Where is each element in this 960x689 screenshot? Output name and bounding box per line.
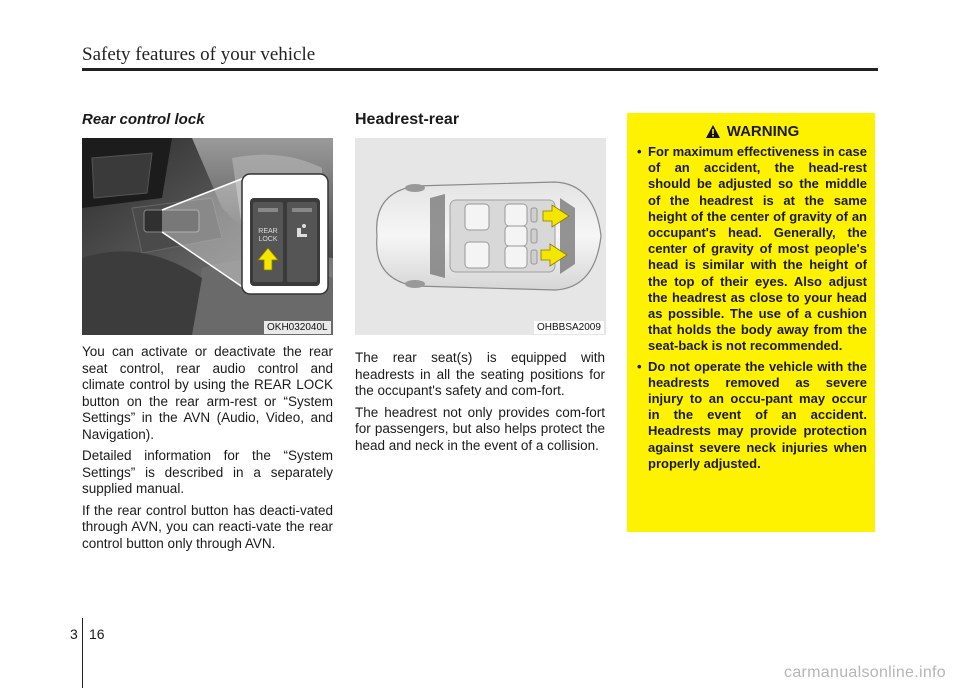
headrest-paragraph: The rear seat(s) is equipped with headrests in all the seating positions for the occupant's safety and com-fort.: [355, 350, 605, 398]
page-number: 16: [89, 626, 105, 642]
page-header-title: Safety features of your vehicle: [82, 44, 316, 65]
warning-box: [627, 113, 875, 532]
warning-list: [637, 144, 867, 472]
rear-control-lock-title: Rear control lock: [82, 111, 205, 128]
warning-item: • For maximum effectiveness in case of an accident, the head-rest should be adjusted so the middle of the headrest is at the same height of the center of gravity of an occupant's head. Generally, the center of gravity of most people's head is similar with the height of the top of their eyes. Also adjust the headrest as close to your head as possible. The use of a cushion that holds the body away from the seat-back is not recommended.: [637, 144, 867, 355]
header-rule: [82, 68, 878, 71]
warning-triangle-icon: [705, 124, 721, 139]
rear-control-lock-paragraph: If the rear control button has deacti-vated through AVN, you can reacti-vate the rear control button only through AVN.: [82, 502, 333, 551]
headrest-rear-body: [355, 350, 605, 459]
headrest-rear-title: Headrest-rear: [355, 111, 460, 128]
watermark: carmanualsonline.info: [784, 664, 946, 681]
rear-control-lock-paragraph: Detailed information for the “System Settings” is described in a separately supplied manual.: [82, 448, 333, 496]
warning-item: • Do not operate the vehicle with the headrests removed as severe injury to an occu-pant may occur in the event of an accident. Headrests may provide protection against severe neck injuries when properly adjusted.: [637, 359, 867, 472]
headrest-image-code: OHBBSA2009: [534, 321, 604, 334]
rear-control-lock-photo: [82, 138, 333, 335]
car-interior-illustration: [82, 138, 333, 335]
warning-title: WARNING: [726, 123, 800, 140]
headrest-paragraph: The headrest not only provides com-fort for passengers, but also helps protect the head and neck in the event of a collision.: [355, 404, 605, 453]
warning-header: [637, 123, 867, 140]
headrest-photo: [355, 138, 606, 335]
rear-lock-button-label-2: LOCK: [258, 236, 278, 243]
chapter-number: 3: [70, 626, 78, 642]
rear-control-lock-paragraph: You can activate or deactivate the rear seat control, rear audio control and climate control by using the REAR LOCK button on the rear arm-rest or “System Settings” in the AVN (Audio, Video, and Navigation).: [82, 344, 333, 442]
footer-rule: [82, 618, 83, 688]
rear-control-lock-image-code: OKH032040L: [264, 321, 331, 334]
rear-control-lock-body: [82, 344, 333, 557]
car-top-view-illustration: [355, 138, 606, 335]
rear-lock-button-label-1: REAR: [258, 228, 278, 235]
